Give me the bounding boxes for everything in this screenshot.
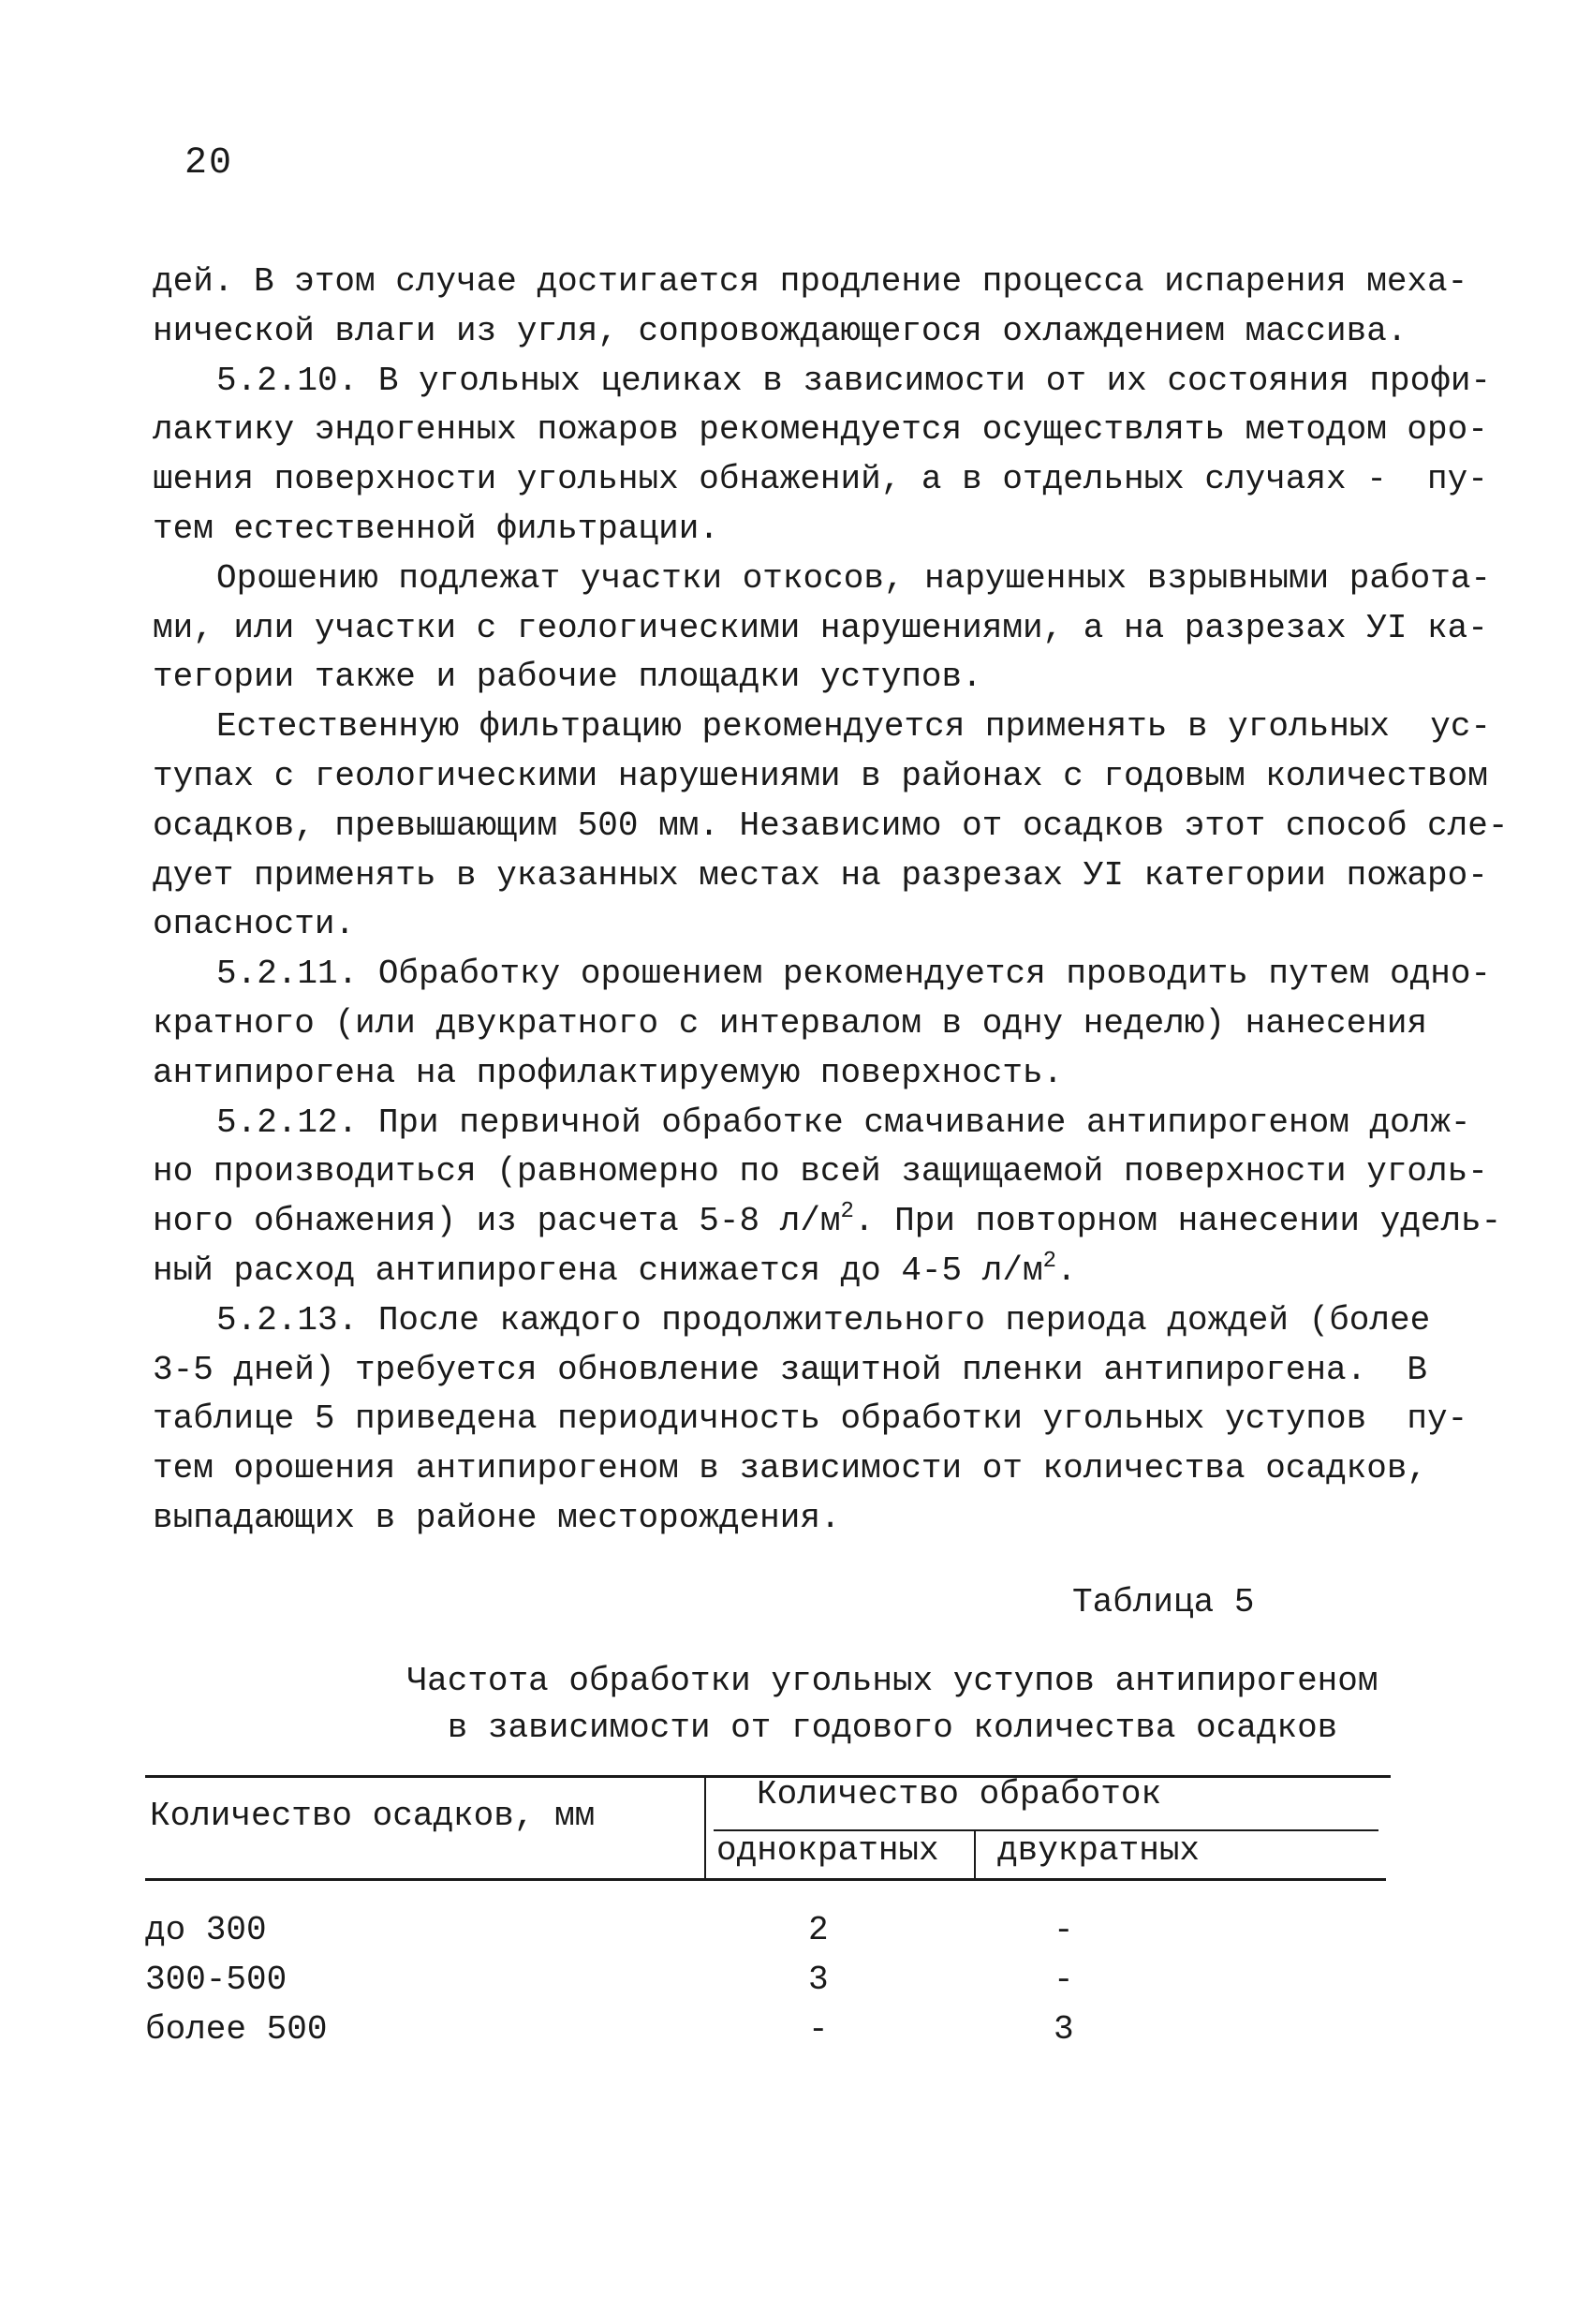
text-line: лактику эндогенных пожаров рекомендуется осуществлять методом оро- <box>153 410 1488 450</box>
cell-single: - <box>808 2010 829 2049</box>
text-line: дей. В этом случае достигается продление процесса испарения меха- <box>153 262 1468 301</box>
cell-amount: более 500 <box>145 2010 328 2049</box>
text-fragment: . При повторном нанесении удель- <box>853 1202 1502 1241</box>
text-line: кратного (или двукратного с интервалом в одну неделю) нанесения <box>153 1003 1428 1043</box>
text-fragment: . <box>1055 1251 1077 1290</box>
text-line: но производиться (равномерно по всей защищаемой поверхности уголь- <box>153 1152 1488 1192</box>
text-line <box>153 1247 1454 1296</box>
text-line: 3-5 дней) требуется обновление защитной пленки антипирогена. В <box>153 1350 1428 1389</box>
table-label: Таблица 5 <box>1072 1583 1255 1621</box>
page-number: 20 <box>184 142 234 185</box>
text-line: таблице 5 приведена периодичность обработки угольных уступов пу- <box>153 1399 1468 1439</box>
table-caption-line: в зависимости от годового количества осадков <box>447 1709 1338 1747</box>
cell-double: - <box>1054 1911 1074 1949</box>
cell-amount: 300-500 <box>145 1961 287 1999</box>
table-row <box>145 1911 1391 1958</box>
text-line: тем орошения антипирогеном в зависимости от количества осадков, <box>153 1449 1428 1488</box>
cell-single: 3 <box>808 1961 829 1999</box>
table-header-single: однократных <box>716 1831 939 1870</box>
text-fragment: ного обнажения) из расчета 5-8 л/м <box>153 1202 841 1241</box>
text-fragment: ный расход антипирогена снижается до 4-5 л/м <box>153 1251 1043 1290</box>
cell-double: - <box>1054 1961 1074 1999</box>
text-line: опасности. <box>153 905 356 944</box>
text-line: тегории также и рабочие площадки уступов. <box>153 658 982 697</box>
table-header-double: двукратных <box>997 1831 1201 1870</box>
text-line: выпадающих в районе месторождения. <box>153 1498 841 1537</box>
text-line: 5.2.10. В угольных целиках в зависимости от их состояния профи- <box>216 361 1492 400</box>
cell-double: 3 <box>1054 2010 1074 2049</box>
table-subcolumn-divider <box>974 1829 976 1878</box>
superscript: 2 <box>1042 1248 1056 1274</box>
text-line: дует применять в указанных местах на разрезах УI категории пожаро- <box>153 855 1488 895</box>
text-line: 5.2.13. После каждого продолжительного периода дождей (более <box>216 1300 1431 1340</box>
table-header-amount: Количество осадков, мм <box>150 1797 596 1835</box>
table-caption <box>153 1658 1592 1752</box>
text-line: осадков, превышающим 500 мм. Независимо от осадков этот способ сле- <box>153 806 1509 845</box>
text-line: тем естественной фильтрации. <box>153 509 719 548</box>
text-line <box>153 1197 1502 1247</box>
text-line: Естественную фильтрацию рекомендуется применять в угольных ус- <box>216 707 1492 747</box>
text-line: Орошению подлежат участки откосов, нарушенных взрывными работа- <box>216 558 1492 598</box>
text-line: ми, или участки с геологическими нарушениями, а на разрезах УI ка- <box>153 608 1488 647</box>
body-text <box>153 258 1509 1544</box>
superscript: 2 <box>840 1199 854 1225</box>
table-row <box>145 1961 1391 2007</box>
text-line: антипирогена на профилактируемую поверхность. <box>153 1053 1064 1092</box>
table-row <box>145 2010 1391 2057</box>
text-line: 5.2.11. Обработку орошением рекомендуется проводить путем одно- <box>216 955 1492 994</box>
table-column-divider <box>704 1775 706 1878</box>
text-line: шения поверхности угольных обнажений, а в отдельных случаях - пу- <box>153 460 1488 499</box>
text-line: 5.2.12. При первичной обработке смачивание антипирогеном долж- <box>216 1103 1471 1142</box>
table-caption-line: Частота обработки угольных уступов антипирогеном <box>406 1662 1378 1700</box>
text-line: нической влаги из угля, сопровождающегося охлаждением массива. <box>153 311 1408 350</box>
cell-single: 2 <box>808 1911 829 1949</box>
text-line: тупах с геологическими нарушениями в районах с годовым количеством <box>153 756 1488 795</box>
cell-amount: до 300 <box>145 1911 267 1949</box>
table-header-bottom-rule <box>145 1878 1386 1881</box>
table-header-count: Количество обработок <box>757 1775 1162 1813</box>
